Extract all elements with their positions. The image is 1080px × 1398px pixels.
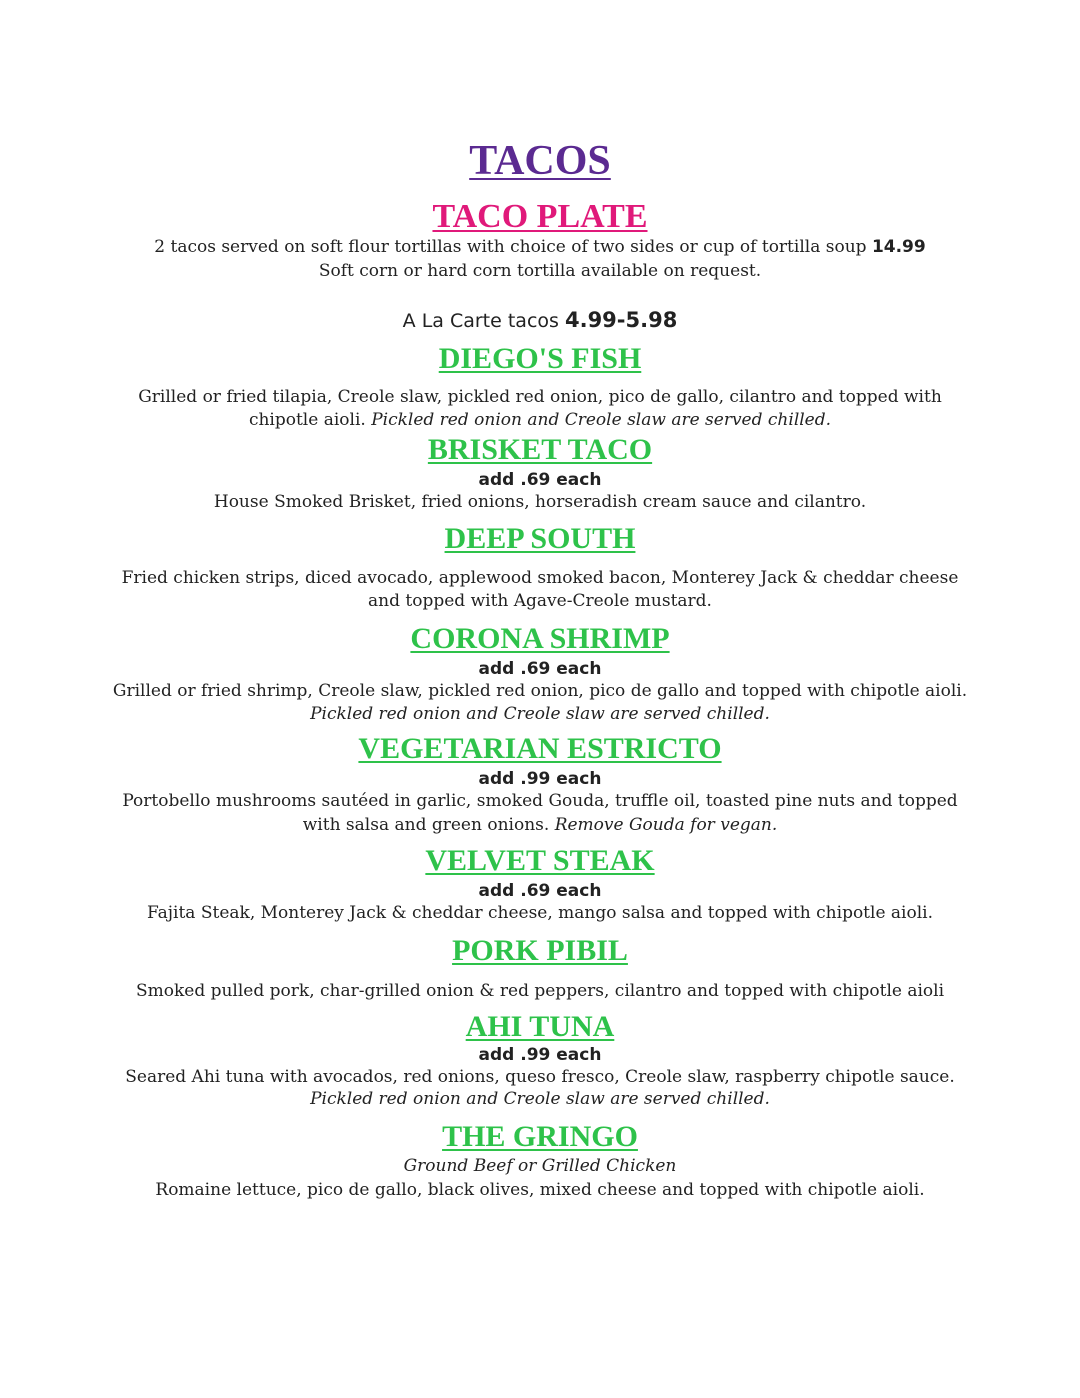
item-desc-brisket-taco-line1: House Smoked Brisket, fried onions, horseradish cream sauce and cilantro. xyxy=(213,492,867,512)
taco-plate-note: Soft corn or hard corn tortilla available on request. xyxy=(318,261,762,281)
item-title-velvet-steak: VELVET STEAK xyxy=(425,844,655,877)
item-desc-diegos-fish-line2 xyxy=(0,409,1080,432)
taco-plate-description xyxy=(0,236,1080,259)
alacarte-price: 4.99-5.98 xyxy=(564,308,678,332)
item-desc-deep-south-line2: and topped with Agave-Creole mustard. xyxy=(368,591,712,611)
item-desc-velvet-steak-line1: Fajita Steak, Monterey Jack & cheddar cheese, mango salsa and topped with chipotle aioli. xyxy=(146,903,934,923)
item-title-vegetarian-estricto: VEGETARIAN ESTRICTO xyxy=(358,732,722,765)
item-addon-ahi-tuna: add .99 each xyxy=(478,1045,602,1065)
item-desc-text: with salsa and green onions. xyxy=(302,815,550,835)
item-desc-diegos-fish-line1: Grilled or fried tilapia, Creole slaw, pickled red onion, pico de gallo, cilantro and topped with xyxy=(138,387,942,407)
item-addon-vegetarian-estricto: add .99 each xyxy=(478,769,602,789)
item-title-pork-pibil: PORK PIBIL xyxy=(452,934,628,967)
item-title-the-gringo: THE GRINGO xyxy=(442,1120,638,1153)
taco-plate-desc-text: 2 tacos served on soft flour tortillas with choice of two sides or cup of tortilla soup xyxy=(154,237,867,257)
item-desc-vegetarian-estricto-line2 xyxy=(0,814,1080,837)
item-desc-deep-south-line1: Fried chicken strips, diced avocado, applewood smoked bacon, Monterey Jack & cheddar cheese xyxy=(121,568,959,588)
item-desc-ahi-tuna-line1: Seared Ahi tuna with avocados, red onions, queso fresco, Creole slaw, raspberry chipotle sauce. xyxy=(125,1067,955,1087)
item-desc-corona-shrimp-line1: Grilled or fried shrimp, Creole slaw, pickled red onion, pico de gallo and topped with chipotle aioli. xyxy=(112,681,968,701)
item-title-deep-south: DEEP SOUTH xyxy=(444,522,636,555)
item-title-diegos-fish: DIEGO'S FISH xyxy=(438,342,642,375)
item-subtitle-the-gringo: Ground Beef or Grilled Chicken xyxy=(403,1156,677,1176)
item-title-corona-shrimp: CORONA SHRIMP xyxy=(410,622,670,655)
item-desc-text: chipotle aioli. xyxy=(248,410,366,430)
item-desc-italic-note: Remove Gouda for vegan. xyxy=(554,815,778,835)
item-desc-pork-pibil-line1: Smoked pulled pork, char-grilled onion & red peppers, cilantro and topped with chipotle aioli xyxy=(135,981,945,1001)
item-title-ahi-tuna: AHI TUNA xyxy=(465,1010,615,1043)
item-desc-vegetarian-estricto-line1: Portobello mushrooms sautéed in garlic, smoked Gouda, truffle oil, toasted pine nuts and topped xyxy=(122,791,958,811)
item-addon-velvet-steak: add .69 each xyxy=(478,881,602,901)
taco-plate-price: 14.99 xyxy=(871,237,926,257)
alacarte-label: A La Carte tacos xyxy=(402,310,559,332)
item-desc-the-gringo-line1: Romaine lettuce, pico de gallo, black olives, mixed cheese and topped with chipotle aioli. xyxy=(155,1180,925,1200)
menu-title: TACOS xyxy=(469,138,611,184)
item-addon-corona-shrimp: add .69 each xyxy=(478,659,602,679)
taco-plate-title: TACO PLATE xyxy=(432,198,648,235)
item-title-brisket-taco: BRISKET TACO xyxy=(427,433,653,466)
item-addon-brisket-taco: add .69 each xyxy=(478,470,602,490)
item-desc-ahi-tuna-italic-note: Pickled red onion and Creole slaw are served chilled. xyxy=(310,1089,770,1109)
alacarte-line xyxy=(0,307,1080,334)
item-desc-corona-shrimp-italic-note: Pickled red onion and Creole slaw are served chilled. xyxy=(310,704,770,724)
item-desc-italic-note: Pickled red onion and Creole slaw are served chilled. xyxy=(371,410,832,430)
